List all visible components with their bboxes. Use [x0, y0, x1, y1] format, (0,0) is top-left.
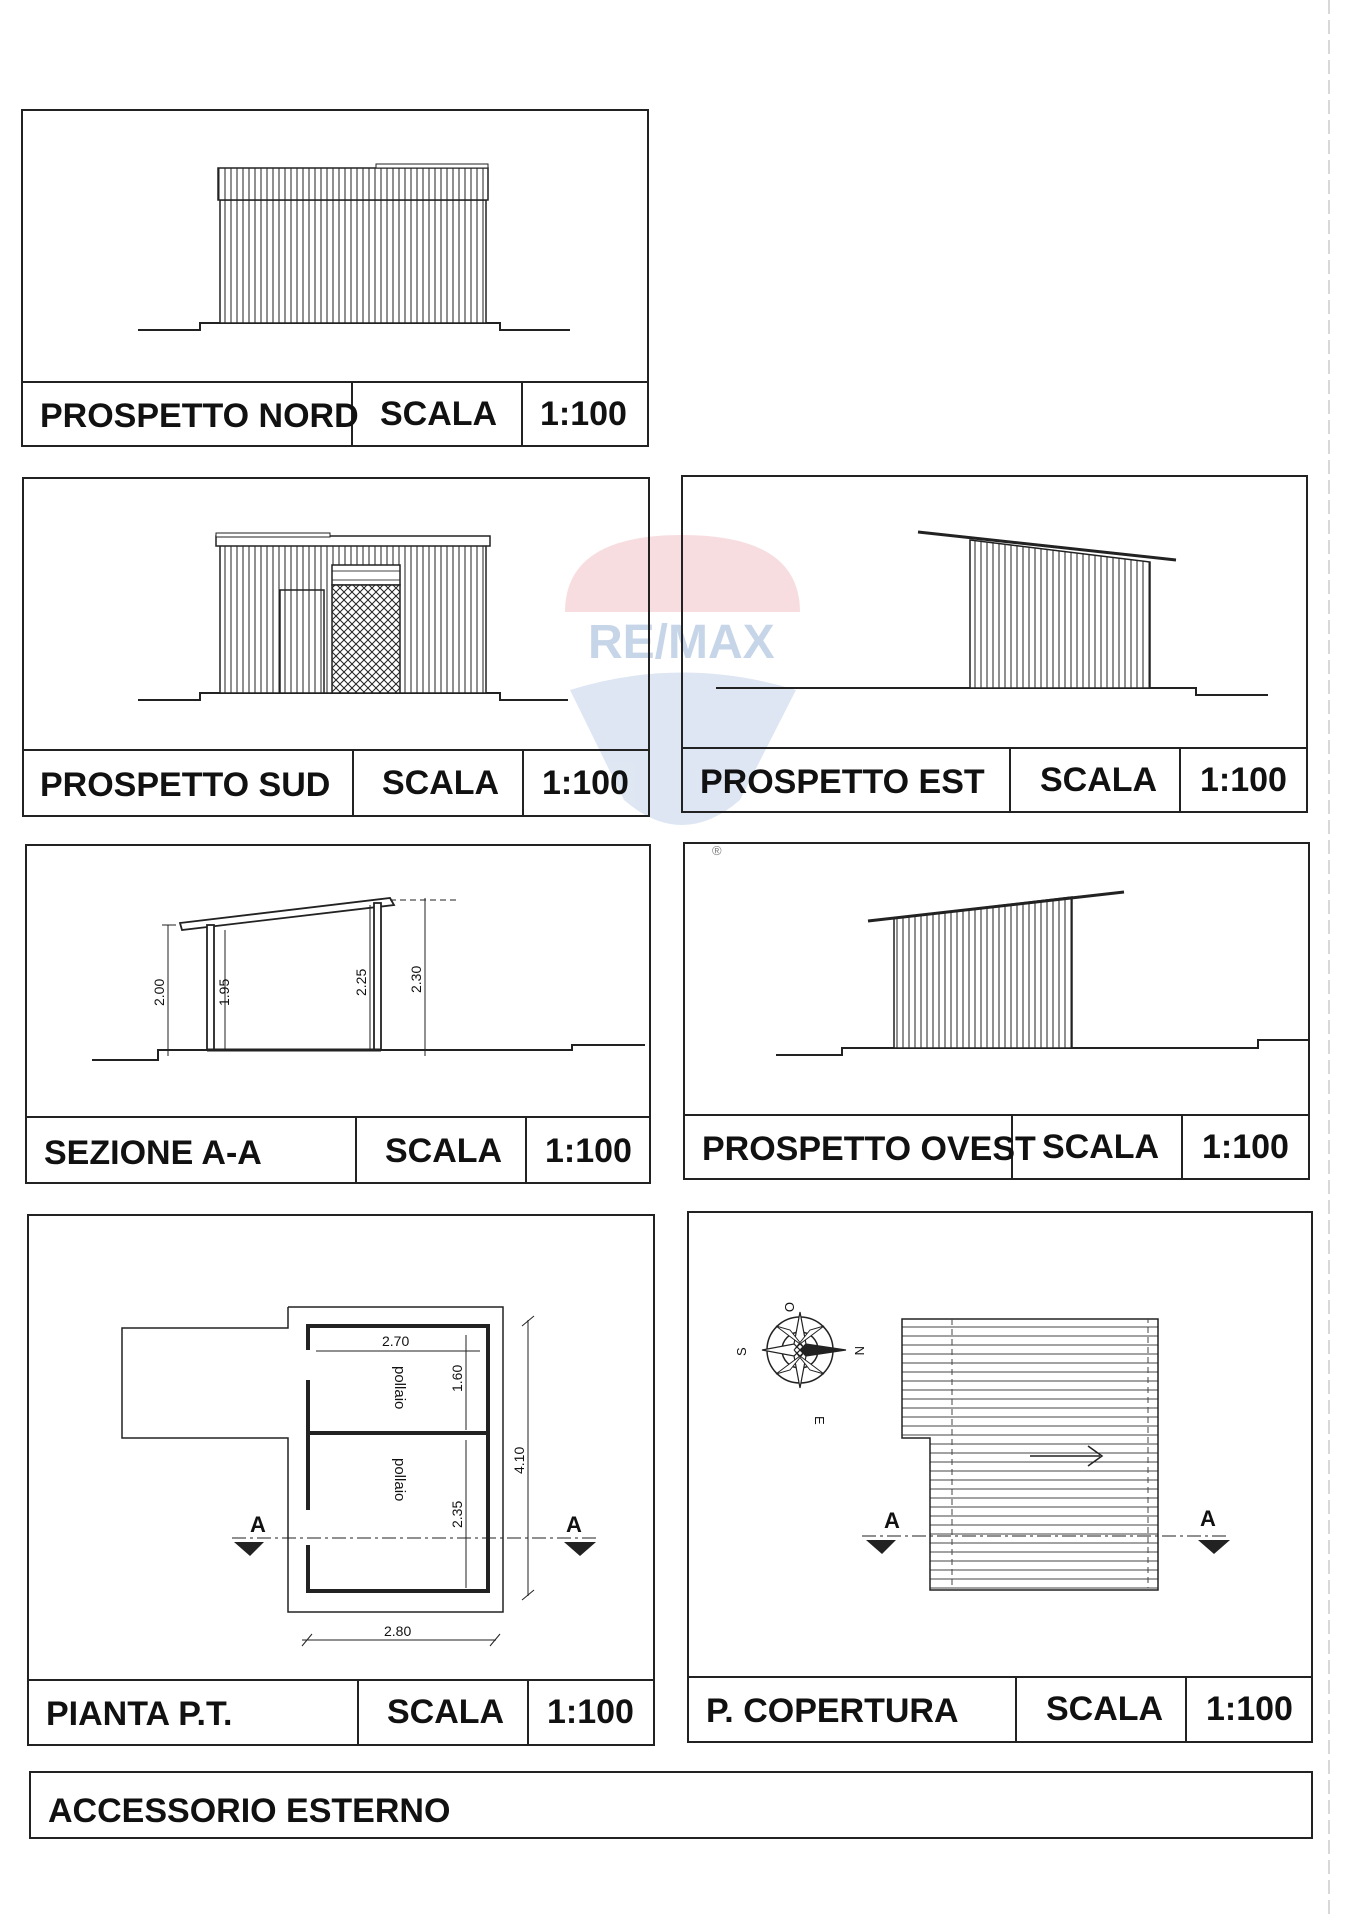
floor-plan-drawing	[122, 1307, 596, 1646]
scale-label: SCALA	[387, 1693, 505, 1731]
elevation-nord-drawing	[138, 164, 570, 330]
dim-label: 1.95	[216, 978, 232, 1006]
scale-value: 1:100	[540, 395, 627, 433]
compass-rose-icon	[762, 1312, 846, 1388]
panel-title: PROSPETTO SUD	[40, 766, 331, 804]
section-mark-left: A	[250, 1512, 266, 1537]
panel-title: PIANTA P.T.	[46, 1695, 233, 1733]
watermark-registered-mark: ®	[712, 843, 722, 858]
roof-plan-drawing	[862, 1319, 1230, 1590]
panel-pianta-pt	[28, 1215, 654, 1745]
elevation-ovest-drawing	[776, 892, 1308, 1055]
panel-prospetto-nord	[22, 110, 648, 446]
scale-value: 1:100	[545, 1132, 632, 1170]
dim-label: 2.70	[382, 1333, 410, 1349]
panel-p-copertura	[688, 1212, 1312, 1742]
scale-value: 1:100	[1206, 1690, 1293, 1728]
dim-label: 2.25	[353, 968, 369, 996]
scale-value: 1:100	[1200, 761, 1287, 799]
scale-label: SCALA	[1042, 1128, 1160, 1166]
compass-o-label: O	[782, 1302, 797, 1313]
scale-value: 1:100	[547, 1693, 634, 1731]
panel-title: SEZIONE A-A	[44, 1134, 262, 1172]
room-label: pollaio	[391, 1458, 408, 1502]
dim-label: 2.80	[384, 1623, 412, 1639]
panel-prospetto-est	[682, 476, 1307, 812]
watermark-text: RE/MAX	[588, 616, 775, 669]
panel-title: PROSPETTO NORD	[40, 397, 359, 435]
scale-value: 1:100	[542, 764, 629, 802]
dim-label: 4.10	[511, 1446, 527, 1474]
panel-sezione-aa	[26, 845, 650, 1183]
elevation-est-drawing	[716, 532, 1268, 695]
room-label: pollaio	[391, 1366, 408, 1410]
section-mark-right: A	[1200, 1506, 1216, 1531]
dim-label: 2.35	[449, 1500, 465, 1528]
scale-label: SCALA	[380, 395, 498, 433]
panel-title: PROSPETTO OVEST	[702, 1130, 1036, 1168]
section-mark-right: A	[566, 1512, 582, 1537]
panel-title: P. COPERTURA	[706, 1692, 959, 1730]
scale-label: SCALA	[1040, 761, 1158, 799]
panel-prospetto-ovest	[684, 843, 1309, 1179]
compass-s-label: S	[734, 1347, 749, 1356]
footer-title-block	[30, 1772, 1312, 1838]
dim-label: 1.60	[449, 1364, 465, 1392]
dim-label: 2.30	[408, 965, 424, 993]
section-mark-left: A	[884, 1508, 900, 1533]
compass-e-label: E	[812, 1416, 827, 1425]
compass-n-label: N	[852, 1346, 867, 1356]
scale-label: SCALA	[385, 1132, 503, 1170]
footer-title: ACCESSORIO ESTERNO	[48, 1792, 451, 1830]
panel-prospetto-sud	[23, 478, 649, 816]
dim-label: 2.00	[151, 978, 167, 1006]
panel-title: PROSPETTO EST	[700, 763, 985, 801]
scale-value: 1:100	[1202, 1128, 1289, 1166]
elevation-sud-drawing	[138, 533, 568, 700]
scale-label: SCALA	[1046, 1690, 1164, 1728]
scale-label: SCALA	[382, 764, 500, 802]
